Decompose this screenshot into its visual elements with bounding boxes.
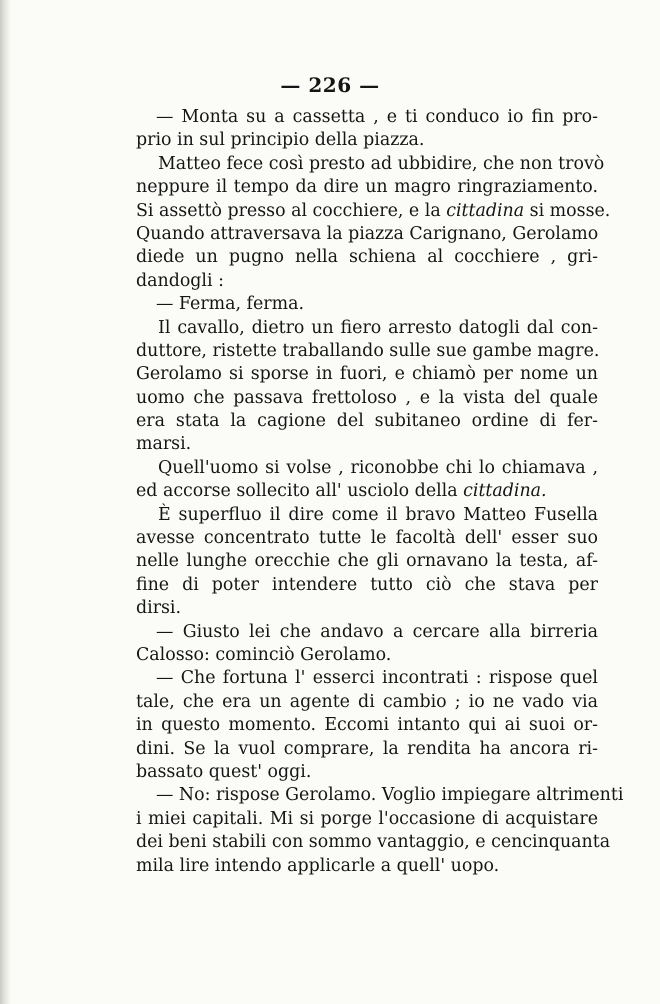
text-line: mila lire intendo applicarle a quell' uopo. <box>136 855 500 876</box>
text-line: dandogli : <box>136 270 224 291</box>
text-line: tale, che era un agente di cambio ; io ne vado via <box>136 691 598 712</box>
body-text <box>136 106 624 878</box>
text-line: Calosso: cominciò Gerolamo. <box>136 644 392 665</box>
text-line: fine di poter intendere tutto ciò che stava per <box>136 574 598 595</box>
text-line: ed accorse sollecito all' usciolo della cittadina. <box>136 481 547 502</box>
italic-word: cittadina. <box>463 481 547 502</box>
text-line: — Che fortuna l' esserci incontrati : rispose quel <box>156 668 598 689</box>
text-line: dei beni stabili con sommo vantaggio, e cencinquanta <box>136 832 611 853</box>
text-line: in questo momento. Eccomi intanto qui ai suoi or- <box>136 715 598 736</box>
text-line: diede un pugno nella schiena al cocchiere , gri- <box>136 247 598 268</box>
text-line: avesse concentrato tutte le facoltà dell' esser suo <box>136 528 598 549</box>
text-line: neppure il tempo da dire un magro ringraziamento. <box>136 177 598 198</box>
text-line: Matteo fece così presto ad ubbidire, che non trovò <box>158 153 605 174</box>
text-line: uomo che passava frettoloso , e la vista del quale <box>136 387 598 408</box>
text-line: dirsi. <box>136 598 182 619</box>
text-line: marsi. <box>136 434 192 455</box>
text-line: era stata la cagione del subitaneo ordine di fer- <box>136 411 598 432</box>
text-line: — Ferma, ferma. <box>156 294 304 315</box>
text-line: prio in sul principio della piazza. <box>136 130 425 151</box>
text-line: — Monta su a cassetta , e ti conduco io fin pro- <box>156 107 598 127</box>
italic-word: cittadina <box>446 200 525 221</box>
text-line: i miei capitali. Mi si porge l'occasione di acquistare <box>136 808 598 829</box>
page-number: — 226 — <box>280 73 380 97</box>
text-line: Gerolamo si sporse in fuori, e chiamò per nome un <box>136 364 598 385</box>
text-line: — Giusto lei che andavo a cercare alla birreria <box>156 621 598 642</box>
text-line: bassato quest' oggi. <box>136 761 312 782</box>
text-line: Si assettò presso al cocchiere, e la cittadina si mosse. <box>136 200 611 221</box>
text-line: — No: rispose Gerolamo. Voglio impiegare altrimenti <box>156 785 624 806</box>
text-line: È superfluo il dire come il bravo Matteo Fusella <box>158 504 598 525</box>
text-line: dini. Se la vuol comprare, la rendita ha ancora ri- <box>136 738 598 759</box>
text-line: Quell'uomo si volse , riconobbe chi lo chiamava , <box>158 457 598 478</box>
text-line: Il cavallo, dietro un fiero arresto datogli dal con- <box>158 317 598 338</box>
text-line: nelle lunghe orecchie che gli ornavano la testa, af- <box>136 551 598 572</box>
text-line: Quando attraversava la piazza Carignano, Gerolamo <box>136 223 599 244</box>
text-line: duttore, ristette traballando sulle sue gambe magre. <box>136 340 600 361</box>
